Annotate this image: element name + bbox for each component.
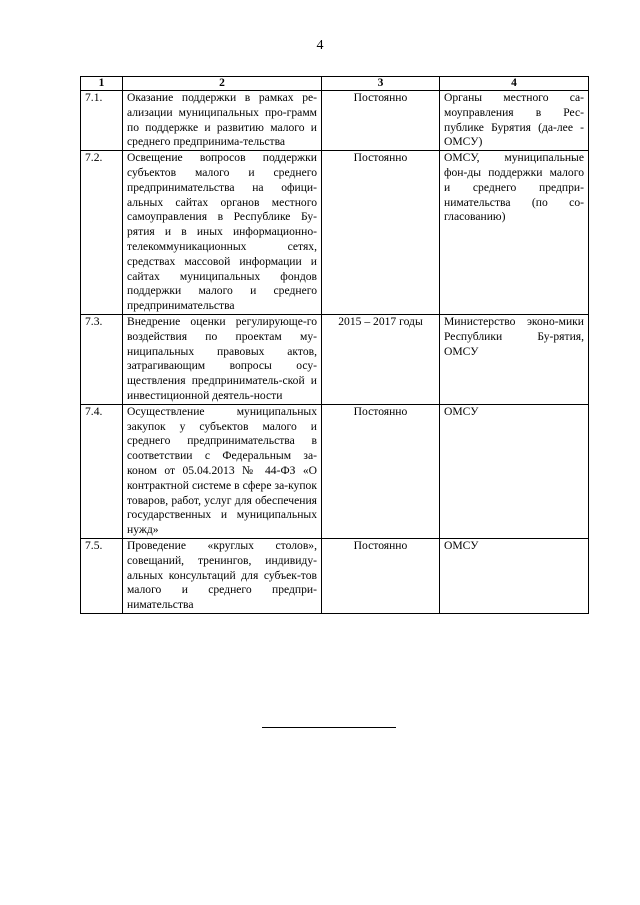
executor-cell: Министерство эконо-мики Республики Бу-рятия, ОМСУ	[440, 314, 589, 404]
row-number: 7.1.	[81, 91, 123, 151]
row-number: 7.3.	[81, 314, 123, 404]
executor-cell: ОМСУ	[440, 404, 589, 538]
term-cell: Постоянно	[322, 404, 440, 538]
term-cell: Постоянно	[322, 151, 440, 315]
activity-cell: Внедрение оценки регулирующе-го воздействия по проектам му-ниципальных правовых актов, затрагивающим вопросы осу-ществления предприниматель-ской и инвестиционной деятель-ности	[123, 314, 322, 404]
column-header-4: 4	[440, 77, 589, 91]
row-number: 7.4.	[81, 404, 123, 538]
term-cell: Постоянно	[322, 538, 440, 613]
column-header-3: 3	[322, 77, 440, 91]
column-header-2: 2	[123, 77, 322, 91]
activity-cell: Оказание поддержки в рамках ре-ализации муниципальных про-грамм по поддержке и развитию малого и среднего предпринима-тельства	[123, 91, 322, 151]
term-cell: Постоянно	[322, 91, 440, 151]
term-cell: 2015 – 2017 годы	[322, 314, 440, 404]
table-row	[81, 314, 589, 404]
closing-divider-line	[262, 727, 396, 728]
table-row	[81, 538, 589, 613]
executor-cell: ОМСУ	[440, 538, 589, 613]
table-row	[81, 404, 589, 538]
activity-cell: Осуществление муниципальных закупок у субъектов малого и среднего предпринимательства в соответствии с Федеральным за-коном от 05.04.2013 № 44-ФЗ «О контрактной системе в сфере за-купок товаров, работ, услуг для обеспечения государственных и муниципальных нужд»	[123, 404, 322, 538]
row-number: 7.2.	[81, 151, 123, 315]
table-header-row	[81, 77, 589, 91]
plan-table	[80, 76, 589, 614]
executor-cell: ОМСУ, муниципальные фон-ды поддержки малого и среднего предпри-нимательства (по со-гласованию)	[440, 151, 589, 315]
executor-cell: Органы местного са-моуправления в Рес-публике Бурятия (да-лее - ОМСУ)	[440, 91, 589, 151]
activity-cell: Освещение вопросов поддержки субъектов малого и среднего предпринимательства на офици-альных сайтах органов местного самоуправления в Республике Бу-рятия и в иных информационно-телекоммуникационных сетях, средствах массовой информации и сайтах муниципальных фондов поддержки малого и среднего предпринимательства	[123, 151, 322, 315]
row-number: 7.5.	[81, 538, 123, 613]
page-number: 4	[316, 38, 324, 53]
activity-cell: Проведение «круглых столов», совещаний, тренингов, индивиду-альных консультаций для субъек-тов малого и среднего предпри-нимательства	[123, 538, 322, 613]
table-row	[81, 151, 589, 315]
table-row	[81, 91, 589, 151]
column-header-1: 1	[81, 77, 123, 91]
